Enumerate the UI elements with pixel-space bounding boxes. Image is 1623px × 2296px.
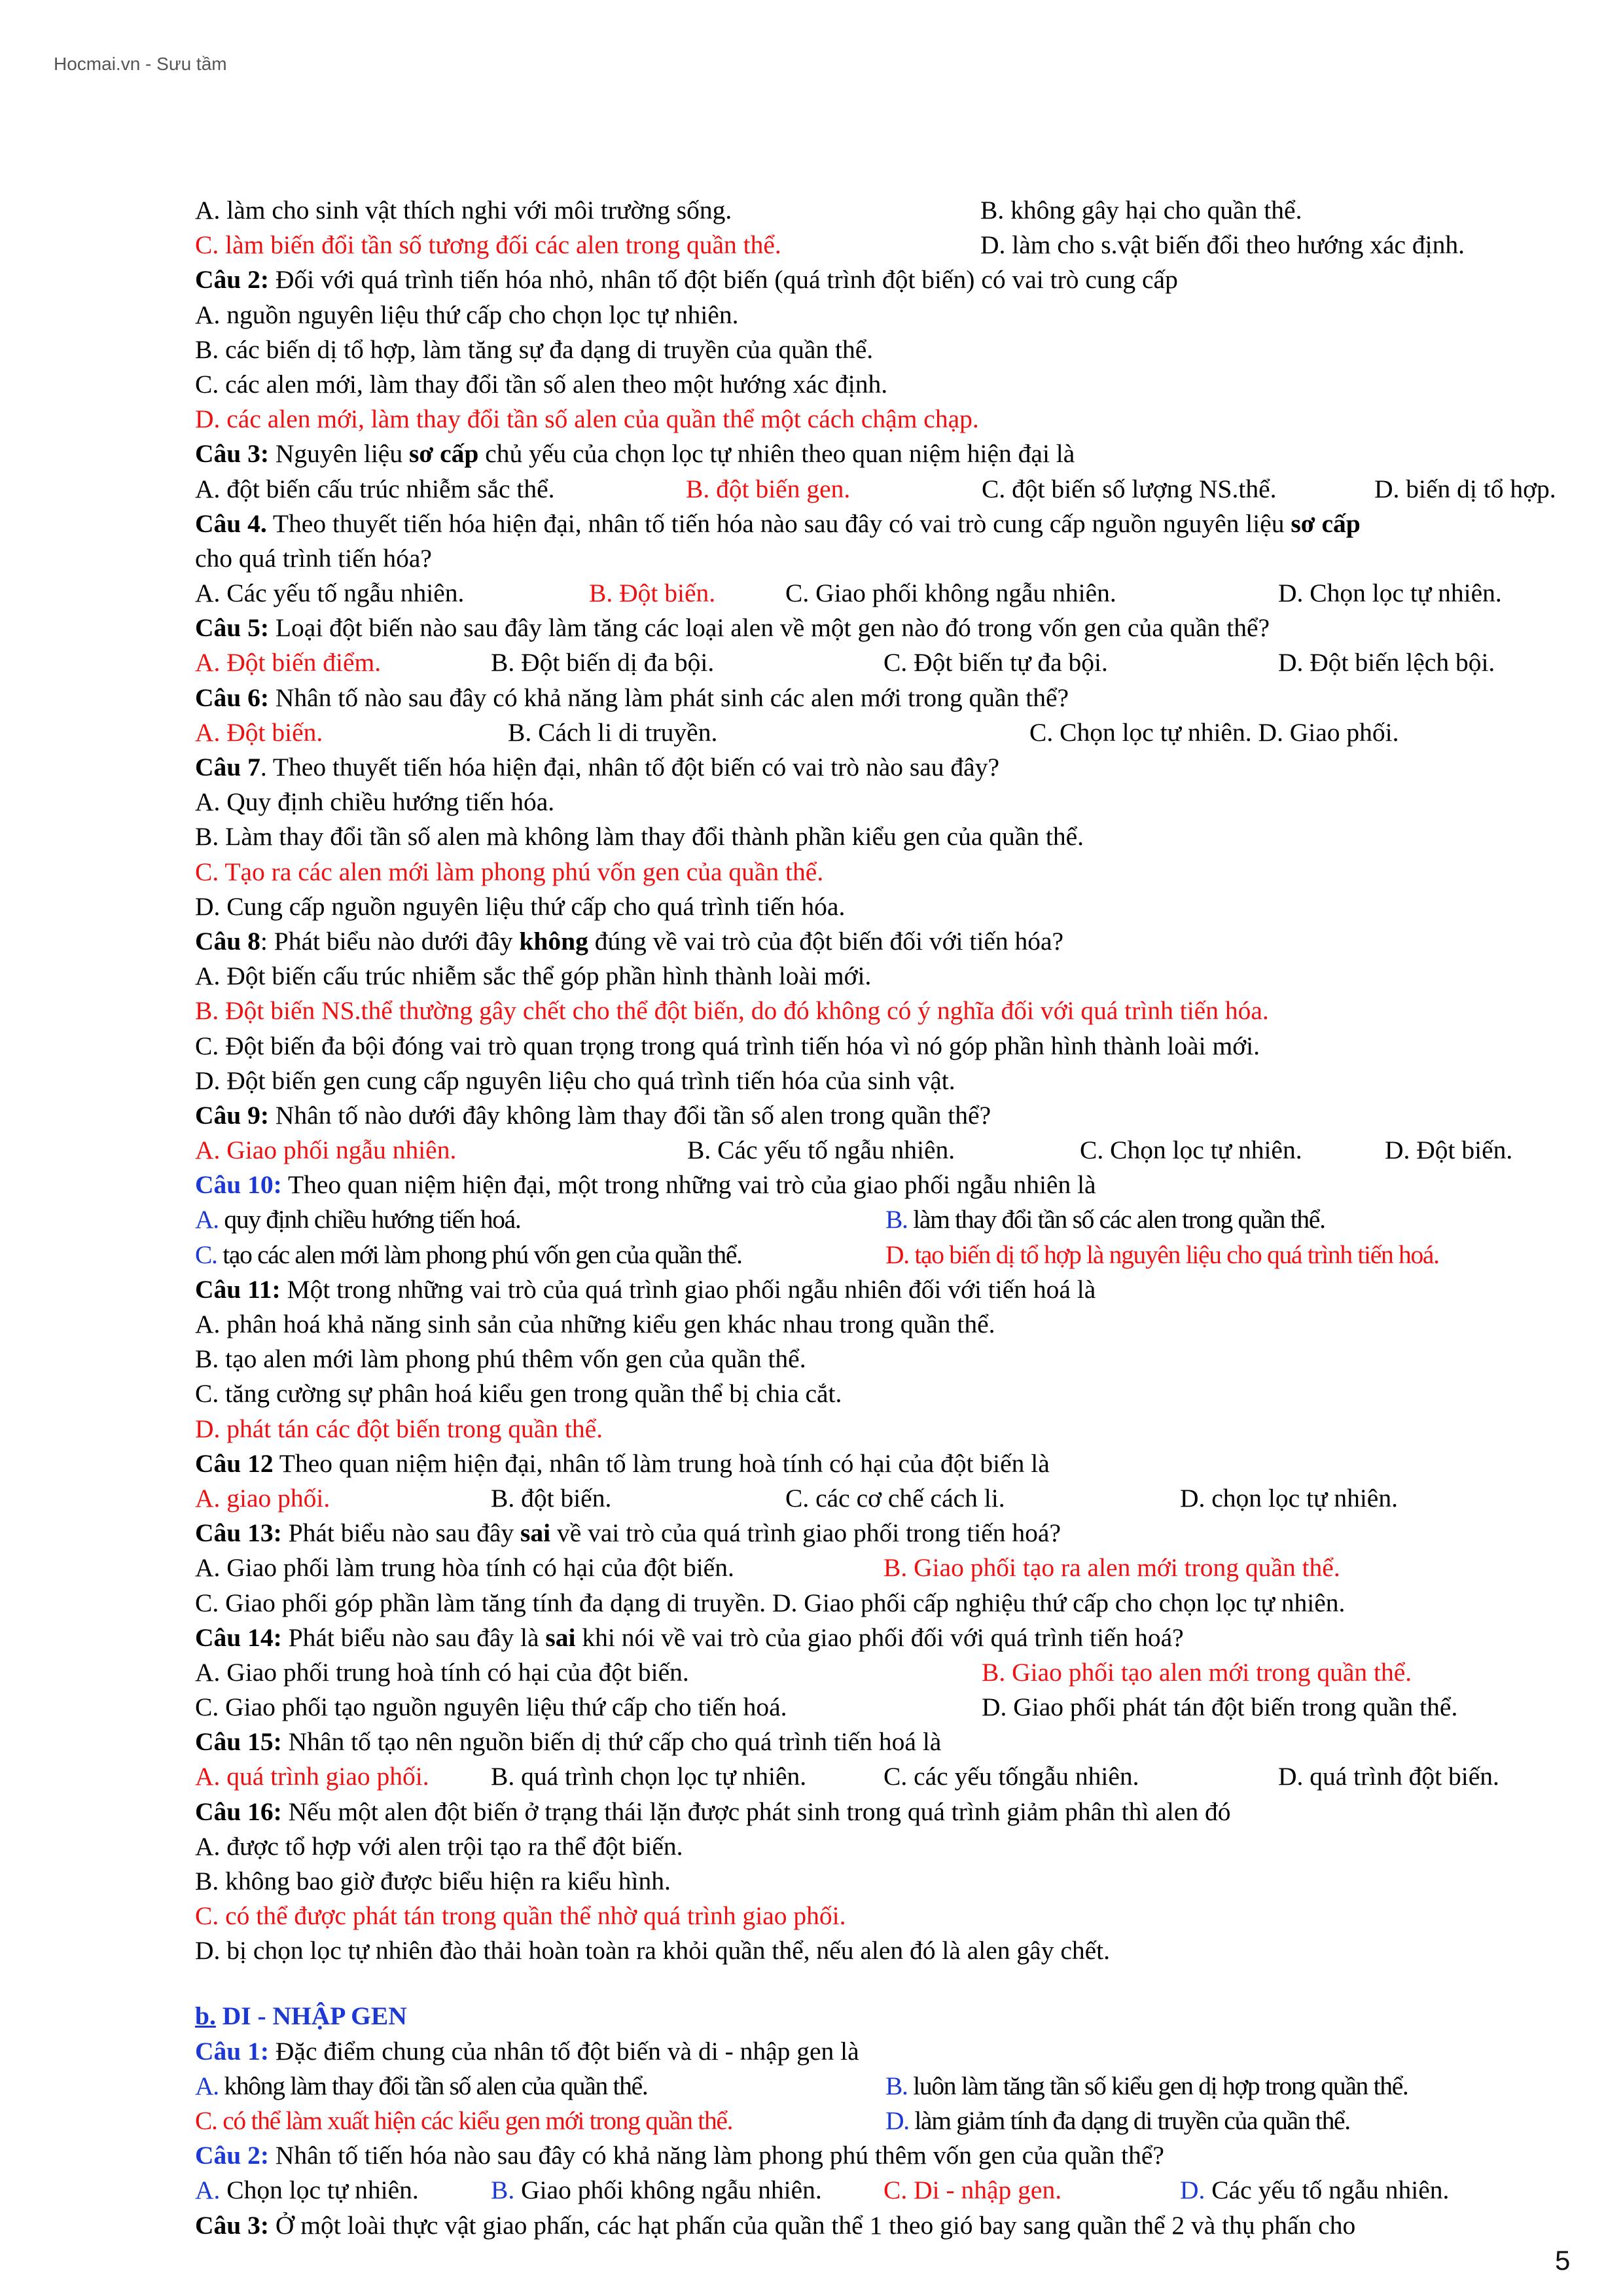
- q13-text-post: về vai trò của quá trình giao phối trong tiến hoá?: [550, 1518, 1061, 1548]
- q9-text: Nhân tố nào dưới đây không làm thay đổi tần số alen trong quần thể?: [269, 1100, 991, 1130]
- section-b-heading-row: [195, 1969, 1602, 2034]
- q15-label: Câu 15:: [195, 1727, 282, 1757]
- b-q2-options: [195, 2173, 1602, 2208]
- b-q3-label: Câu 3:: [195, 2210, 270, 2240]
- page-number: 5: [1555, 2245, 1571, 2276]
- q11-option-d: D. phát tán các đột biến trong quần thể.: [195, 1414, 603, 1443]
- q10-option-a-letter: A.: [195, 1205, 219, 1234]
- q1-options-row-2: [195, 228, 1602, 262]
- q8-label: Câu 8: [195, 926, 260, 956]
- q4-option-d: D. Chọn lọc tự nhiên.: [1278, 579, 1502, 608]
- q6-option-b: B. Cách li di truyền.: [508, 717, 718, 747]
- q12-text: Theo quan niệm hiện đại, nhân tố làm trung hoà tính có hại của đột biến là: [273, 1448, 1050, 1478]
- q7-option-d: D. Cung cấp nguồn nguyên liệu thứ cấp cho quá trình tiến hóa.: [195, 891, 846, 921]
- b-q1-stem: [195, 2034, 1602, 2069]
- q10-option-c: [195, 1238, 742, 1272]
- q3-options: [195, 472, 1602, 507]
- q7-label: Câu 7: [195, 753, 260, 781]
- q16-option-a: A. được tổ hợp với alen trội tạo ra thể đột biến.: [195, 1831, 683, 1861]
- q5-option-a: A. Đột biến điểm.: [195, 648, 382, 677]
- q15-stem: [195, 1725, 1602, 1759]
- b-q2-option-d-text: Các yếu tố ngẫu nhiên.: [1205, 2176, 1450, 2205]
- b-q1-label: Câu 1:: [195, 2036, 270, 2066]
- q2-option-a: A. nguồn nguyên liệu thứ cấp cho chọn lọc tự nhiên.: [195, 300, 739, 329]
- q9-option-b: B. Các yếu tố ngẫu nhiên.: [687, 1136, 955, 1165]
- q12-option-a: A. giao phối.: [195, 1483, 330, 1513]
- q14-option-a: A. Giao phối trung hoà tính có hại của đột biến.: [195, 1657, 689, 1687]
- b-q2-stem: [195, 2138, 1602, 2173]
- q14-option-d: D. Giao phối phát tán đột biến trong quần thể.: [982, 1693, 1458, 1722]
- b-q1-options-row-2: [195, 2104, 1602, 2138]
- q13-label: Câu 13:: [195, 1518, 282, 1548]
- b-q1-text: Đặc điểm chung của nhân tố đột biến và di - nhập gen là: [269, 2036, 859, 2066]
- q4-stem-cont: cho quá trình tiến hóa?: [195, 543, 432, 573]
- q8-option-a: A. Đột biến cấu trúc nhiễm sắc thể góp phần hình thành loài mới.: [195, 961, 872, 991]
- q10-option-a: [195, 1202, 520, 1237]
- q8-text-bold: không: [519, 926, 588, 956]
- q14-label: Câu 14:: [195, 1623, 282, 1652]
- q8-option-c: C. Đột biến đa bội đóng vai trò quan trọng trong quá trình tiến hóa vì nó góp phần hình thành loài mới.: [195, 1031, 1260, 1060]
- q7-option-a: A. Quy định chiều hướng tiến hóa.: [195, 787, 555, 817]
- q16-stem: [195, 1795, 1602, 1829]
- q10-label: Câu 10:: [195, 1170, 282, 1200]
- b-q1-option-b: [885, 2069, 1408, 2104]
- q2-option-b: B. các biến dị tổ hợp, làm tăng sự đa dạng di truyền của quần thể.: [195, 334, 874, 364]
- b-q1-option-a: [195, 2069, 647, 2104]
- b-q2-option-a: [195, 2173, 419, 2208]
- q5-stem: [195, 611, 1602, 645]
- q3-text-pre: Nguyên liệu: [269, 439, 409, 469]
- q9-option-c: C. Chọn lọc tự nhiên.: [1080, 1136, 1302, 1165]
- q1-option-b: B. không gây hại cho quần thể.: [980, 196, 1302, 224]
- b-q2-option-d: [1180, 2173, 1449, 2208]
- b-q1-option-c: C. có thể làm xuất hiện các kiểu gen mới trong quần thể.: [195, 2106, 733, 2135]
- q3-option-d: D. biến dị tổ hợp.: [1374, 474, 1556, 503]
- q1-option-a: A. làm cho sinh vật thích nghi với môi trường sống.: [195, 196, 732, 224]
- b-q2-text: Nhân tố tiến hóa nào sau đây có khả năng làm phong phú thêm vốn gen của quần thể?: [269, 2141, 1164, 2170]
- b-q2-option-b-letter: B.: [491, 2176, 515, 2205]
- q6-option-a: A. Đột biến.: [195, 717, 323, 747]
- q10-option-b-text: làm thay đổi tần số các alen trong quần thể.: [907, 1205, 1325, 1234]
- b-q1-option-b-text: luôn làm tăng tần số kiểu gen dị hợp trong quần thể.: [907, 2071, 1408, 2100]
- q11-option-a: A. phân hoá khả năng sinh sản của những kiểu gen khác nhau trong quần thể.: [195, 1310, 995, 1338]
- q10-option-b: [885, 1202, 1325, 1237]
- b-q3-text: Ở một loài thực vật giao phấn, các hạt phấn của quần thể 1 theo gió bay sang quần thể 2 và thụ phấn cho: [269, 2210, 1356, 2240]
- q8-text-pre: : Phát biểu nào dưới đây: [260, 926, 520, 956]
- q1-option-c: C. làm biến đổi tần số tương đối các alen trong quần thể.: [195, 230, 781, 260]
- section-b-prefix: b.: [195, 2001, 216, 2031]
- q4-text-pre: Theo thuyết tiến hóa hiện đại, nhân tố tiến hóa nào sau đây có vai trò cung cấp nguồn nguyên liệu: [266, 509, 1291, 538]
- q14-options-row-1: [195, 1655, 1602, 1690]
- document-body: [195, 193, 1602, 2243]
- q7-stem: [195, 750, 1602, 785]
- q14-text-pre: Phát biểu nào sau đây là: [281, 1623, 546, 1652]
- q5-text: Loại đột biến nào sau đây làm tăng các loại alen về một gen nào đó trong vốn gen của quần thể?: [269, 613, 1270, 643]
- q3-option-b: B. đột biến gen.: [686, 474, 851, 503]
- q12-option-d: D. chọn lọc tự nhiên.: [1180, 1483, 1398, 1513]
- q16-text: Nếu một alen đột biến ở trạng thái lặn được phát sinh trong quá trình giảm phân thì alen đó: [281, 1797, 1231, 1826]
- q9-options: [195, 1133, 1602, 1168]
- q8-stem: [195, 924, 1602, 959]
- q2-option-c: C. các alen mới, làm thay đổi tần số alen theo một hướng xác định.: [195, 369, 888, 399]
- q4-option-a: A. Các yếu tố ngẫu nhiên.: [195, 579, 465, 608]
- q13-option-a: A. Giao phối làm trung hòa tính có hại của đột biến.: [195, 1553, 734, 1583]
- q16-label: Câu 16:: [195, 1797, 282, 1826]
- q12-stem: [195, 1446, 1602, 1481]
- section-b-title: DI - NHẬP GEN: [215, 2001, 407, 2031]
- b-q1-options-row-1: [195, 2069, 1602, 2104]
- q3-label: Câu 3:: [195, 439, 270, 469]
- b-q1-option-a-letter: A.: [195, 2071, 219, 2100]
- q15-text: Nhân tố tạo nên nguồn biến dị thứ cấp cho quá trình tiến hoá là: [281, 1727, 942, 1757]
- b-q1-option-b-letter: B.: [885, 2071, 908, 2100]
- q13-option-cd: C. Giao phối góp phần làm tăng tính đa dạng di truyền. D. Giao phối cấp nghiệu thứ cấp cho chọn lọc tự nhiên.: [195, 1588, 1346, 1617]
- b-q2-option-b: [491, 2173, 822, 2208]
- b-q2-option-d-letter: D.: [1180, 2176, 1205, 2205]
- q13-options-row-1: [195, 1551, 1602, 1585]
- q13-option-b: B. Giao phối tạo ra alen mới trong quần thể.: [883, 1553, 1340, 1583]
- q14-options-row-2: [195, 1690, 1602, 1725]
- q12-label: Câu 12: [195, 1448, 274, 1478]
- q4-label: Câu 4.: [195, 509, 267, 538]
- q2-stem: [195, 262, 1602, 297]
- q10-text: Theo quan niệm hiện đại, một trong những vai trò của giao phối ngẫu nhiên là: [281, 1170, 1096, 1200]
- q10-option-d: D. tạo biến dị tổ hợp là nguyên liệu cho quá trình tiến hoá.: [885, 1240, 1439, 1269]
- b-q2-option-a-letter: A.: [195, 2176, 221, 2205]
- q13-text-bold: sai: [520, 1518, 551, 1548]
- q4-text-bold: sơ cấp: [1291, 509, 1361, 538]
- q14-stem: [195, 1621, 1602, 1655]
- q10-option-c-letter: C.: [195, 1240, 217, 1269]
- q8-text-post: đúng về vai trò của đột biến đối với tiến hóa?: [588, 926, 1064, 956]
- q3-text-post: chủ yếu của chọn lọc tự nhiên theo quan niệm hiện đại là: [478, 439, 1075, 469]
- q9-option-a: A. Giao phối ngẫu nhiên.: [195, 1136, 457, 1165]
- q11-text: Một trong những vai trò của quá trình giao phối ngẫu nhiên đối với tiến hoá là: [280, 1274, 1096, 1304]
- q15-options: [195, 1759, 1602, 1794]
- q2-option-d: D. các alen mới, làm thay đổi tần số alen của quần thể một cách chậm chạp.: [195, 404, 979, 434]
- q7-option-b: B. Làm thay đổi tần số alen mà không làm thay đổi thành phần kiểu gen của quần thể.: [195, 822, 1084, 852]
- q10-stem: [195, 1168, 1602, 1202]
- q9-option-d: D. Đột biến.: [1385, 1136, 1513, 1165]
- q16-option-b: B. không bao giờ được biểu hiện ra kiểu hình.: [195, 1867, 671, 1895]
- q5-option-b: B. Đột biến dị đa bội.: [491, 648, 715, 677]
- q10-options-row-2: [195, 1238, 1602, 1272]
- q15-option-c: C. các yếu tốngẫu nhiên.: [883, 1762, 1139, 1791]
- b-q1-option-d-letter: D.: [885, 2106, 909, 2135]
- q15-option-b: B. quá trình chọn lọc tự nhiên.: [491, 1762, 807, 1791]
- q11-option-b: B. tạo alen mới làm phong phú thêm vốn gen của quần thể.: [195, 1344, 806, 1374]
- q3-text-bold: sơ cấp: [408, 439, 479, 469]
- q1-options-row-1: [195, 193, 1602, 228]
- q4-stem: [195, 507, 1602, 541]
- b-q2-label: Câu 2:: [195, 2141, 270, 2170]
- q13-text-pre: Phát biểu nào sau đây: [281, 1518, 520, 1548]
- q5-option-c: C. Đột biến tự đa bội.: [883, 648, 1108, 677]
- q13-stem: [195, 1516, 1602, 1551]
- q4-option-c: C. Giao phối không ngẫu nhiên.: [785, 579, 1116, 608]
- q10-option-c-text: tạo các alen mới làm phong phú vốn gen của quần thể.: [217, 1240, 742, 1269]
- q4-option-b: B. Đột biến.: [589, 579, 716, 608]
- q12-option-b: B. đột biến.: [491, 1483, 612, 1513]
- q5-label: Câu 5:: [195, 613, 270, 643]
- b-q1-option-d-text: làm giảm tính đa dạng di truyền của quần thể.: [908, 2106, 1350, 2135]
- q9-label: Câu 9:: [195, 1100, 270, 1130]
- q2-label: Câu 2:: [195, 265, 270, 295]
- q6-option-cd: C. Chọn lọc tự nhiên. D. Giao phối.: [1029, 717, 1399, 747]
- q7-text: . Theo thuyết tiến hóa hiện đại, nhân tố đột biến có vai trò nào sau đây?: [260, 753, 999, 781]
- source-label: Hocmai.vn - Sưu tầm: [54, 54, 227, 74]
- q16-option-d: D. bị chọn lọc tự nhiên đào thải hoàn toàn ra khỏi quần thể, nếu alen đó là alen gây chết.: [195, 1936, 1110, 1965]
- q6-stem: [195, 681, 1602, 715]
- q8-option-d: D. Đột biến gen cung cấp nguyên liệu cho quá trình tiến hóa của sinh vật.: [195, 1066, 955, 1095]
- q3-stem: [195, 437, 1602, 471]
- q14-text-bold: sai: [545, 1623, 576, 1652]
- q9-stem: [195, 1098, 1602, 1133]
- q15-option-a: A. quá trình giao phối.: [195, 1762, 429, 1791]
- section-b-heading: [195, 1999, 407, 2034]
- q11-option-c: C. tăng cường sự phân hoá kiểu gen trong quần thể bị chia cắt.: [195, 1379, 842, 1408]
- q10-option-b-letter: B.: [885, 1205, 908, 1234]
- q4-options: [195, 576, 1602, 611]
- q14-option-b: B. Giao phối tạo alen mới trong quần thể.: [982, 1657, 1412, 1687]
- b-q1-option-d: [885, 2104, 1350, 2138]
- q2-text: Đối với quá trình tiến hóa nhỏ, nhân tố đột biến (quá trình đột biến) có vai trò cung cấp: [269, 265, 1178, 295]
- q5-option-d: D. Đột biến lệch bội.: [1278, 648, 1495, 677]
- q7-option-c: C. Tạo ra các alen mới làm phong phú vốn gen của quần thể.: [195, 857, 824, 886]
- b-q1-option-a-text: không làm thay đổi tần số alen của quần thể.: [218, 2071, 648, 2100]
- q11-stem: [195, 1272, 1602, 1307]
- q16-option-c: C. có thể được phát tán trong quần thể nhờ quá trình giao phối.: [195, 1901, 846, 1931]
- b-q3-stem: [195, 2208, 1602, 2243]
- q12-options: [195, 1481, 1602, 1516]
- q6-text: Nhân tố nào sau đây có khả năng làm phát sinh các alen mới trong quần thể?: [269, 683, 1069, 712]
- b-q2-option-c: C. Di - nhập gen.: [883, 2176, 1062, 2205]
- q10-options-row-1: [195, 1202, 1602, 1237]
- q8-option-b: B. Đột biến NS.thể thường gây chết cho thể đột biến, do đó không có ý nghĩa đối với quá trình tiến hóa.: [195, 996, 1269, 1026]
- q6-label: Câu 6:: [195, 683, 270, 712]
- q6-options: [195, 715, 1602, 750]
- q10-option-a-text: quy định chiều hướng tiến hoá.: [218, 1205, 521, 1234]
- q1-option-d: D. làm cho s.vật biến đổi theo hướng xác định.: [980, 230, 1465, 260]
- q14-option-c: C. Giao phối tạo nguồn nguyên liệu thứ cấp cho tiến hoá.: [195, 1693, 787, 1722]
- q3-option-a: A. đột biến cấu trúc nhiễm sắc thể.: [195, 474, 555, 503]
- q15-option-d: D. quá trình đột biến.: [1278, 1762, 1499, 1791]
- q14-text-post: khi nói về vai trò của giao phối đối với quá trình tiến hoá?: [575, 1623, 1184, 1652]
- b-q2-option-b-text: Giao phối không ngẫu nhiên.: [514, 2176, 822, 2205]
- b-q2-option-a-text: Chọn lọc tự nhiên.: [220, 2176, 419, 2205]
- q3-option-c: C. đột biến số lượng NS.thể.: [982, 474, 1277, 503]
- q5-options: [195, 645, 1602, 680]
- q12-option-c: C. các cơ chế cách li.: [785, 1483, 1005, 1513]
- q11-label: Câu 11:: [195, 1274, 281, 1304]
